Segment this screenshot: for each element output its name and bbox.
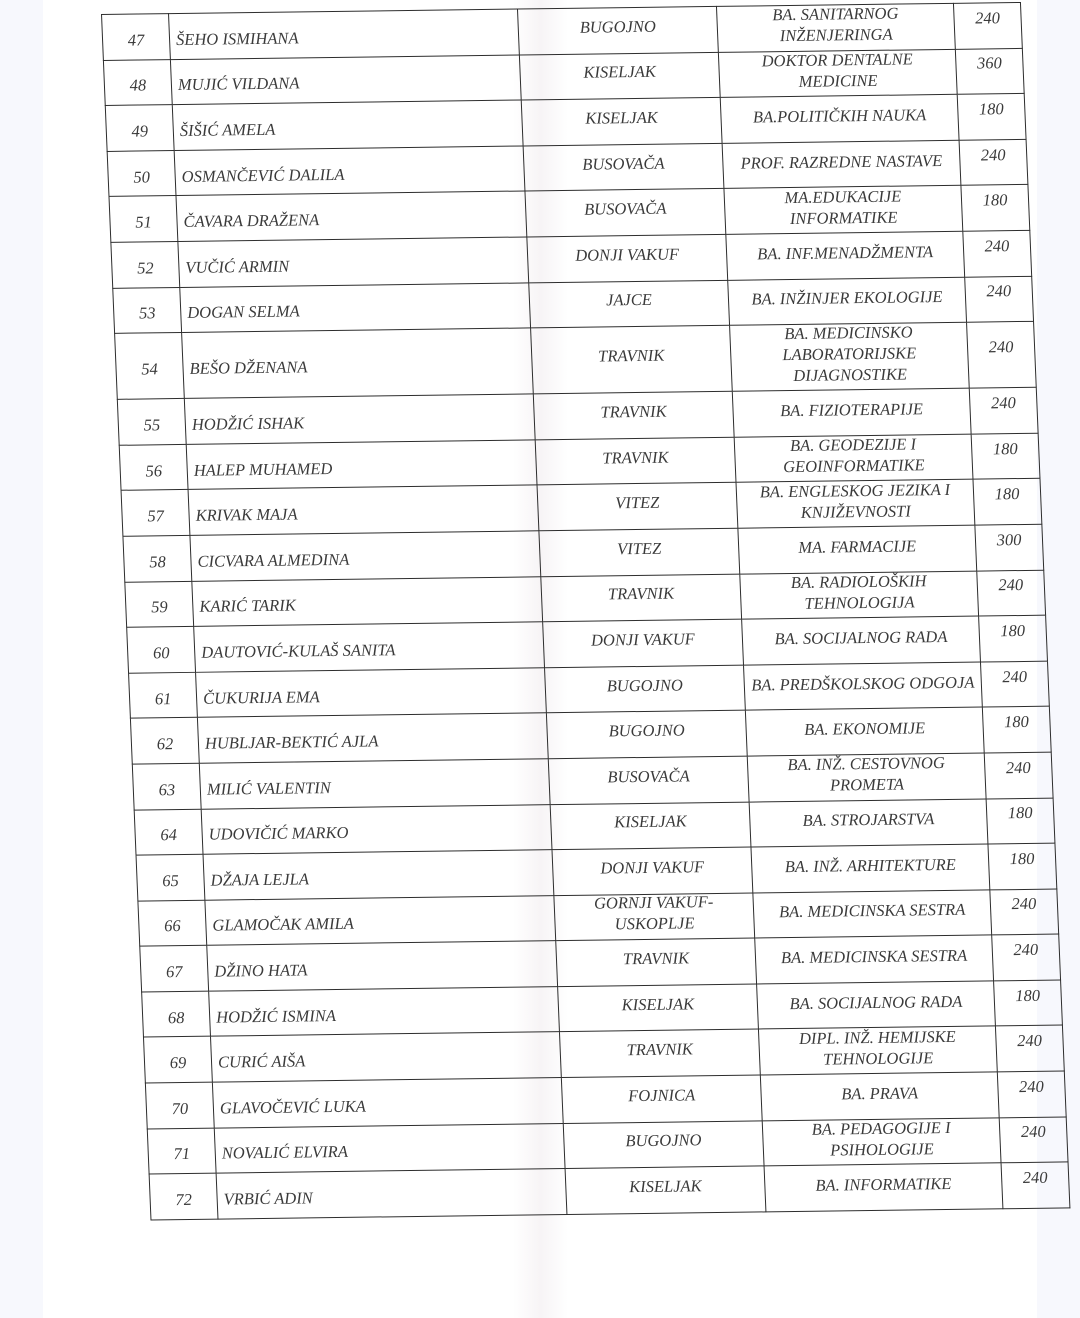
program-cell [751, 844, 990, 893]
row-number: 71 [173, 1144, 191, 1164]
ects-cell [988, 843, 1057, 889]
ects-credits: 360 [976, 53, 1003, 73]
person-name: CICVARA ALMEDINA [197, 549, 350, 571]
person-name: DAUTOVIĆ-KULAŠ SANITA [200, 640, 396, 662]
study-program: BA. MEDICINSKA SESTRA [780, 945, 968, 968]
person-name: DŽAJA LEJLA [210, 869, 310, 890]
row-number: 51 [134, 212, 153, 232]
table-wrapper [101, 2, 1068, 1220]
city-cell [519, 52, 720, 100]
study-program: MA. FARMACIJE [797, 536, 917, 557]
document-page [43, 0, 1048, 1318]
city-cell [546, 710, 747, 758]
person-name: GLAMOČAK AMILA [212, 914, 355, 936]
ects-cell [995, 1025, 1064, 1071]
row-number: 58 [148, 551, 167, 572]
city: VITEZ [614, 492, 660, 513]
ects-credits: 240 [1005, 757, 1032, 777]
row-number: 68 [167, 1007, 185, 1027]
name-cell [197, 713, 548, 763]
person-name: HODŽIĆ ISMINA [215, 1005, 337, 1027]
city-cell [535, 437, 736, 485]
row-number: 65 [161, 870, 180, 891]
person-name: HODŽIĆ ISHAK [191, 413, 305, 434]
row-number: 53 [138, 303, 156, 323]
person-name: ŠIŠIĆ AMELA [179, 119, 276, 140]
ects-cell [965, 276, 1034, 322]
ects-cell [963, 230, 1032, 276]
ects-cell [971, 433, 1040, 479]
row-number: 67 [165, 962, 183, 982]
program-cell [740, 571, 979, 620]
name-cell [205, 895, 556, 945]
row-number-cell [130, 718, 199, 764]
row-number-cell [136, 854, 205, 900]
ects-cell [979, 615, 1048, 661]
person-name: HUBLJAR-BEKTIĆ AJLA [204, 731, 379, 753]
name-cell [190, 531, 541, 581]
ects-credits: 240 [1013, 939, 1039, 960]
study-program: BA. SOCIJALNOG RADA [789, 991, 963, 1013]
ects-credits: 180 [992, 438, 1018, 458]
name-cell [180, 282, 531, 332]
ects-credits: 240 [1018, 1076, 1045, 1096]
ects-credits: 240 [990, 393, 1017, 413]
row-number-cell [109, 196, 178, 242]
row-number-cell [113, 287, 182, 333]
name-cell [214, 1123, 565, 1173]
city: TRAVNIK [597, 345, 665, 366]
study-program: BA. RADIOLOŠKIH TEHNOLOGIJA [790, 571, 927, 613]
name-cell [182, 328, 534, 399]
name-cell [201, 804, 552, 854]
person-name: ŠEHO ISMIHANA [175, 28, 299, 49]
ects-cell [986, 798, 1055, 844]
city-cell [548, 756, 749, 804]
ects-credits: 180 [994, 484, 1020, 504]
row-number: 62 [156, 734, 174, 754]
row-number-cell [119, 444, 188, 490]
row-number-cell [138, 900, 207, 946]
program-cell [753, 890, 992, 939]
ects-cell [953, 2, 1022, 48]
person-name: MUJIĆ VILDANA [177, 73, 300, 95]
city: BUSOVAČA [607, 766, 690, 787]
study-program: BA. PRAVA [840, 1083, 919, 1104]
name-cell [199, 759, 550, 809]
city: GORNJI VAKUF- USKOPLJE [593, 892, 714, 934]
row-number: 61 [154, 688, 172, 708]
candidates-table [101, 2, 1070, 1220]
city-cell [517, 6, 718, 54]
person-name: OSMANČEVIĆ DALILA [181, 164, 345, 186]
row-number: 60 [152, 643, 170, 663]
row-number: 50 [133, 166, 151, 187]
study-program: BA. INŽ. ARHITEKTURE [784, 854, 957, 877]
city: DONJI VAKUF [600, 857, 705, 878]
program-cell [738, 525, 977, 574]
row-number-cell [129, 672, 198, 718]
row-number: 55 [143, 415, 161, 435]
city-cell [545, 665, 746, 713]
person-name: VRBIĆ ADIN [223, 1188, 314, 1209]
study-program: BA. PREDŠKOLSKOG ODGOJA [750, 672, 975, 695]
name-cell [186, 440, 537, 490]
city: TRAVNIK [607, 583, 675, 604]
program-cell [757, 981, 996, 1030]
city: BUGOJNO [625, 1130, 702, 1151]
ects-cell [969, 387, 1038, 433]
ects-cell [992, 934, 1061, 980]
city-cell [559, 1029, 760, 1077]
city: BUSOVAČA [581, 153, 665, 174]
city: VITEZ [616, 538, 662, 559]
study-program: BA.POLITIČKIH NAUKA [752, 105, 927, 127]
row-number-cell [142, 991, 211, 1037]
ects-cell [967, 321, 1037, 388]
city-cell [521, 98, 722, 146]
study-program: BA. STROJARSTVA [802, 809, 935, 831]
row-number: 59 [150, 597, 168, 617]
ects-cell [973, 479, 1042, 525]
city-cell [525, 189, 726, 237]
study-program: BA. ENGLESKOG JEZIKA I KNJIŽEVNOSTI [759, 479, 951, 522]
ects-credits: 300 [996, 529, 1022, 550]
study-program: BA. INF.MENADŽMENTA [756, 241, 934, 264]
study-program: BA. SANITARNOG INŽENJERINGA [771, 3, 899, 46]
ects-credits: 180 [1007, 803, 1033, 823]
row-number: 63 [158, 779, 176, 800]
city-cell [529, 280, 730, 328]
city-cell [565, 1166, 766, 1214]
program-cell [760, 1072, 999, 1121]
ects-cell [975, 524, 1044, 570]
row-number-cell [123, 535, 192, 581]
row-number-cell [102, 14, 171, 60]
name-cell [169, 9, 520, 59]
name-cell [216, 1169, 567, 1219]
person-name: KRIVAK MAJA [195, 504, 298, 525]
name-cell [172, 100, 523, 150]
ects-cell [994, 980, 1063, 1026]
city-cell [558, 984, 759, 1032]
ects-cell [955, 48, 1024, 94]
ects-cell [990, 889, 1059, 935]
ects-credits: 240 [1022, 1167, 1048, 1188]
person-name: UDOVIČIĆ MARKO [208, 823, 349, 844]
person-name: HALEP MUHAMED [193, 458, 333, 480]
program-cell [736, 479, 975, 528]
person-name: GLAVOČEVIĆ LUKA [219, 1096, 367, 1118]
person-name: CURIĆ AIŠA [217, 1051, 306, 1072]
person-name: BEŠO DŽENANA [189, 357, 308, 379]
row-number-cell [144, 1037, 213, 1083]
ects-credits: 240 [1016, 1031, 1043, 1051]
city-cell [539, 528, 740, 576]
row-number: 72 [175, 1189, 193, 1210]
person-name: ČUKURIJA EMA [202, 686, 321, 708]
study-program: PROF. RAZREDNE NASTAVE [740, 150, 943, 173]
city: KISELJAK [613, 811, 687, 832]
name-cell [192, 576, 543, 626]
ects-credits: 180 [1014, 985, 1041, 1005]
name-cell [178, 237, 529, 287]
city: TRAVNIK [622, 948, 690, 969]
program-cell [742, 616, 981, 665]
program-cell [734, 434, 973, 483]
person-name: DOGAN SELMA [186, 301, 300, 323]
city-cell [543, 619, 744, 667]
row-number-cell [132, 763, 201, 809]
person-name: MILIĆ VALENTIN [206, 777, 332, 799]
ects-credits: 240 [1020, 1122, 1047, 1142]
row-number-cell [103, 59, 172, 105]
program-cell [722, 140, 961, 189]
city-cell [550, 802, 751, 850]
city-cell [541, 574, 742, 622]
row-number: 54 [140, 359, 159, 379]
row-number-cell [134, 809, 203, 855]
ects-cell [959, 139, 1028, 185]
program-cell [764, 1163, 1003, 1212]
city: TRAVNIK [600, 401, 667, 422]
program-cell [755, 935, 994, 984]
program-cell [730, 322, 970, 391]
study-program: BA. GEODEZIJE I GEOINFORMATIKE [782, 434, 925, 477]
ects-cell [997, 1071, 1066, 1117]
program-cell [758, 1026, 997, 1075]
study-program: BA. MEDICINSKO LABORATORIJSKE DIJAGNOSTIKE [781, 322, 917, 386]
city-cell [527, 234, 728, 282]
city: TRAVNIK [601, 447, 669, 468]
city: BUGOJNO [608, 720, 686, 741]
city: KISELJAK [628, 1176, 702, 1197]
city: BUGOJNO [606, 674, 684, 695]
row-number: 47 [127, 30, 145, 50]
study-program: BA. EKONOMIJE [803, 718, 926, 739]
ects-credits: 180 [1003, 712, 1030, 732]
program-cell [732, 388, 971, 437]
study-program: BA. MEDICINSKA SESTRA [778, 900, 966, 922]
program-cell [743, 662, 982, 711]
person-name: VUČIĆ ARMIN [185, 256, 290, 277]
program-cell [749, 798, 988, 847]
ects-credits: 240 [974, 8, 1001, 28]
city-cell [533, 391, 734, 439]
name-cell [170, 55, 521, 105]
ects-cell [980, 661, 1049, 707]
name-cell [188, 485, 539, 535]
ects-credits: 240 [984, 235, 1010, 256]
study-program: BA. FIZIOTERAPIJE [779, 399, 924, 421]
ects-cell [984, 752, 1053, 798]
city: BUGOJNO [579, 16, 657, 37]
row-number-cell [121, 490, 190, 536]
row-number-cell [105, 105, 174, 151]
ects-credits: 180 [999, 620, 1026, 641]
person-name: ČAVARA DRAŽENA [183, 210, 320, 232]
person-name: KARIĆ TARIK [198, 595, 297, 617]
row-number-cell [111, 241, 180, 287]
city-cell [554, 893, 755, 941]
ects-credits: 180 [982, 190, 1008, 210]
row-number-cell [125, 581, 194, 627]
city: KISELJAK [583, 62, 657, 83]
city-cell [556, 938, 757, 986]
program-cell [718, 49, 957, 98]
ects-credits: 240 [986, 281, 1012, 301]
name-cell [210, 1032, 561, 1082]
ects-cell [982, 706, 1051, 752]
table-row [115, 321, 1037, 399]
city-cell [523, 143, 724, 191]
program-cell [747, 753, 986, 802]
city: TRAVNIK [626, 1039, 694, 1060]
program-cell [716, 3, 955, 52]
row-number: 57 [146, 506, 165, 526]
row-number-cell [147, 1128, 216, 1174]
city: KISELJAK [621, 993, 695, 1014]
row-number-cell [107, 150, 176, 196]
row-number-cell [149, 1173, 218, 1219]
row-number: 64 [160, 825, 178, 845]
row-number: 48 [129, 75, 147, 96]
row-number: 52 [136, 258, 155, 278]
study-program: BA. INŽINJER EKOLOGIJE [751, 287, 943, 309]
ects-cell [961, 185, 1030, 231]
city: FOJNICA [627, 1085, 696, 1106]
row-number-cell [117, 399, 186, 445]
name-cell [203, 850, 554, 900]
program-cell [728, 277, 967, 326]
name-cell [174, 146, 525, 196]
study-program: DIPL. INŽ. HEMIJSKE TEHNOLOGIJE [798, 1026, 957, 1069]
program-cell [720, 94, 959, 143]
row-number: 56 [145, 460, 163, 480]
study-program: MA.EDUKACIJE INFORMATIKE [783, 186, 902, 228]
city-cell [561, 1075, 762, 1123]
city: BUSOVAČA [583, 198, 667, 219]
ects-credits: 240 [980, 144, 1006, 165]
city-cell [563, 1121, 764, 1169]
ects-cell [1001, 1162, 1070, 1208]
program-cell [745, 707, 984, 756]
ects-credits: 240 [1011, 894, 1037, 914]
city: JAJCE [605, 290, 653, 310]
row-number-cell [140, 945, 209, 991]
name-cell [184, 394, 535, 444]
city: DONJI VAKUF [590, 629, 696, 650]
ects-cell [999, 1117, 1068, 1163]
row-number: 66 [163, 916, 182, 936]
row-number-cell [127, 626, 196, 672]
city-cell [537, 483, 738, 531]
person-name: DŽINO HATA [213, 960, 308, 981]
city-cell [552, 847, 753, 895]
row-number: 69 [169, 1053, 187, 1073]
city: DONJI VAKUF [574, 244, 680, 265]
ects-credits: 180 [978, 99, 1005, 119]
name-cell [176, 191, 527, 241]
ects-credits: 240 [998, 575, 1024, 595]
ects-cell [957, 94, 1026, 140]
program-cell [724, 186, 963, 235]
study-program: BA. SOCIJALNOG RADA [774, 626, 948, 649]
name-cell [207, 941, 558, 991]
study-program: BA. PEDAGOGIJE I PSIHOLOGIJE [811, 1117, 951, 1160]
program-cell [726, 231, 965, 280]
study-program: BA. INFORMATIKE [814, 1174, 952, 1195]
city-cell [531, 325, 733, 394]
study-program: BA. INŽ. CESTOVNOG PROMETA [787, 753, 946, 795]
row-number-cell [115, 333, 185, 400]
row-number: 49 [131, 121, 149, 141]
name-cell [209, 986, 560, 1036]
program-cell [762, 1117, 1001, 1166]
person-name: NOVALIĆ ELVIRA [221, 1142, 349, 1163]
ects-credits: 240 [988, 337, 1014, 357]
city: KISELJAK [584, 107, 659, 128]
ects-credits: 180 [1009, 848, 1035, 869]
ects-cell [977, 570, 1046, 616]
study-program: DOKTOR DENTALNE MEDICINE [761, 49, 914, 91]
row-number: 70 [171, 1098, 189, 1119]
name-cell [194, 622, 545, 672]
ects-credits: 240 [1001, 666, 1028, 686]
row-number-cell [145, 1082, 214, 1128]
name-cell [196, 667, 547, 717]
name-cell [212, 1078, 563, 1128]
